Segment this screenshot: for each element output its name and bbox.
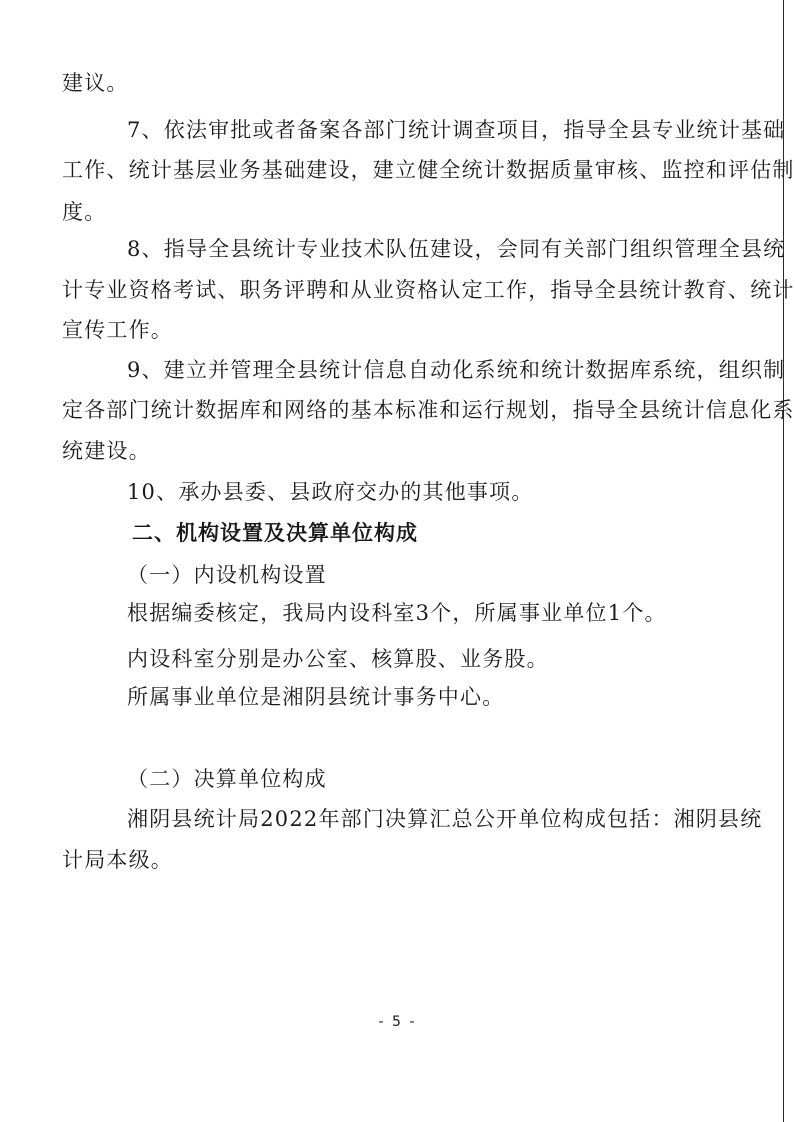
page-number: - 5 -	[378, 1014, 417, 1030]
paragraph-line: 8、指导全县统计专业技术队伍建设，会同有关部门组织管理全县统	[127, 237, 786, 261]
paragraph-line: 计专业资格考试、职务评聘和从业资格认定工作，指导全县统计教育、统计	[62, 278, 795, 302]
paragraph-line: 工作、统计基层业务基础建设，建立健全统计数据质量审核、监控和评估制	[62, 158, 795, 182]
paragraph-line: 湘阴县统计局2022年部门决算汇总公开单位构成包括：湘阴县统	[127, 807, 763, 831]
paragraph-line: 宣传工作。	[62, 318, 173, 342]
paragraph-line: 10、承办县委、县政府交办的其他事项。	[127, 480, 534, 504]
paragraph-line: 内设科室分别是办公室、核算股、业务股。	[127, 647, 549, 671]
paragraph-line: 度。	[62, 200, 107, 224]
subsection-title: （二）决算单位构成	[127, 767, 327, 791]
paragraph-line: 7、依法审批或者备案各部门统计调查项目，指导全县专业统计基础	[127, 118, 786, 142]
section-heading: 二、机构设置及决算单位构成	[132, 521, 418, 545]
paragraph-line: 计局本级。	[62, 848, 173, 872]
paragraph-line: 建议。	[62, 71, 129, 95]
paragraph-line: 9、建立并管理全县统计信息自动化系统和统计数据库系统，组织制	[127, 358, 786, 382]
paragraph-line: 统建设。	[62, 439, 151, 463]
subsection-title: （一）内设机构设置	[127, 563, 327, 587]
paragraph-line: 所属事业单位是湘阴县统计事务中心。	[127, 685, 505, 709]
paragraph-line: 定各部门统计数据库和网络的基本标准和运行规划，指导全县统计信息化系	[62, 398, 795, 422]
paragraph-line: 根据编委核定，我局内设科室3个，所属事业单位1个。	[127, 601, 667, 625]
